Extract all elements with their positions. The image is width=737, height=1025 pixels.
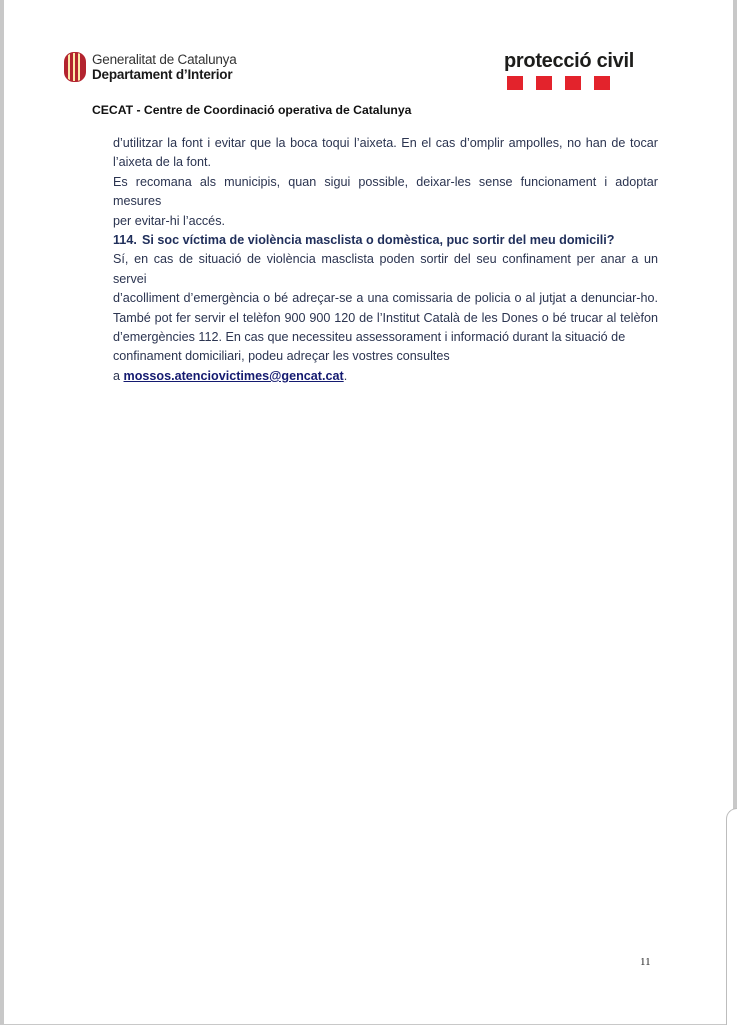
body-line: per evitar-hi l’accés. (113, 213, 225, 228)
answer-line: d’emergències 112. En cas que necessiteu assessorament i informació durant la situació de (113, 330, 626, 345)
document-body (113, 134, 658, 386)
department-name: Departament d’Interior (92, 67, 233, 82)
email-suffix: . (343, 368, 348, 383)
question-heading (113, 231, 658, 250)
red-squares-icon (507, 76, 634, 90)
document-subtitle: CECAT - Centre de Coordinació operativa de Catalunya (92, 103, 412, 117)
document-page (4, 0, 733, 1024)
answer-line: Sí, en cas de situació de violència masclista poden sortir del seu confinament per anar a un servei (113, 252, 658, 286)
page-number: 11 (640, 956, 651, 968)
body-line: Es recomana als municipis, quan sigui possible, deixar-les sense funcionament i adoptar mesures (113, 174, 658, 209)
question-number: 114. (113, 233, 137, 248)
proteccio-civil-title: protecció civil (504, 50, 634, 72)
email-link[interactable]: mossos.atenciovictimes@gencat.cat (123, 368, 344, 383)
body-line: l’aixeta de la font. (113, 155, 212, 170)
scrollbar-thumb[interactable] (726, 808, 737, 1025)
email-prefix: a (113, 368, 124, 383)
proteccio-civil-logo (504, 50, 634, 90)
email-line (113, 367, 658, 386)
body-line: d’utilitzar la font i evitar que la boca toqui l’aixeta. En el cas d’omplir ampolles, no han de tocar (113, 136, 658, 150)
generalitat-name: Generalitat de Catalunya (92, 52, 237, 67)
catalan-shield-icon (64, 52, 86, 82)
generalitat-logo (64, 52, 237, 82)
answer-line: confinament domiciliari, podeu adreçar les vostres consultes (113, 349, 450, 364)
question-title: Si soc víctima de violència masclista o domèstica, puc sortir del meu domicili? (142, 233, 615, 248)
answer-line: També pot fer servir el telèfon 900 900 120 de l’Institut Català de les Dones o bé trucar al telèfon (113, 310, 658, 325)
answer-line: d’acolliment d’emergència o bé adreçar-se a una comissaria de policia o al jutjat a denunciar-ho. (113, 291, 658, 306)
